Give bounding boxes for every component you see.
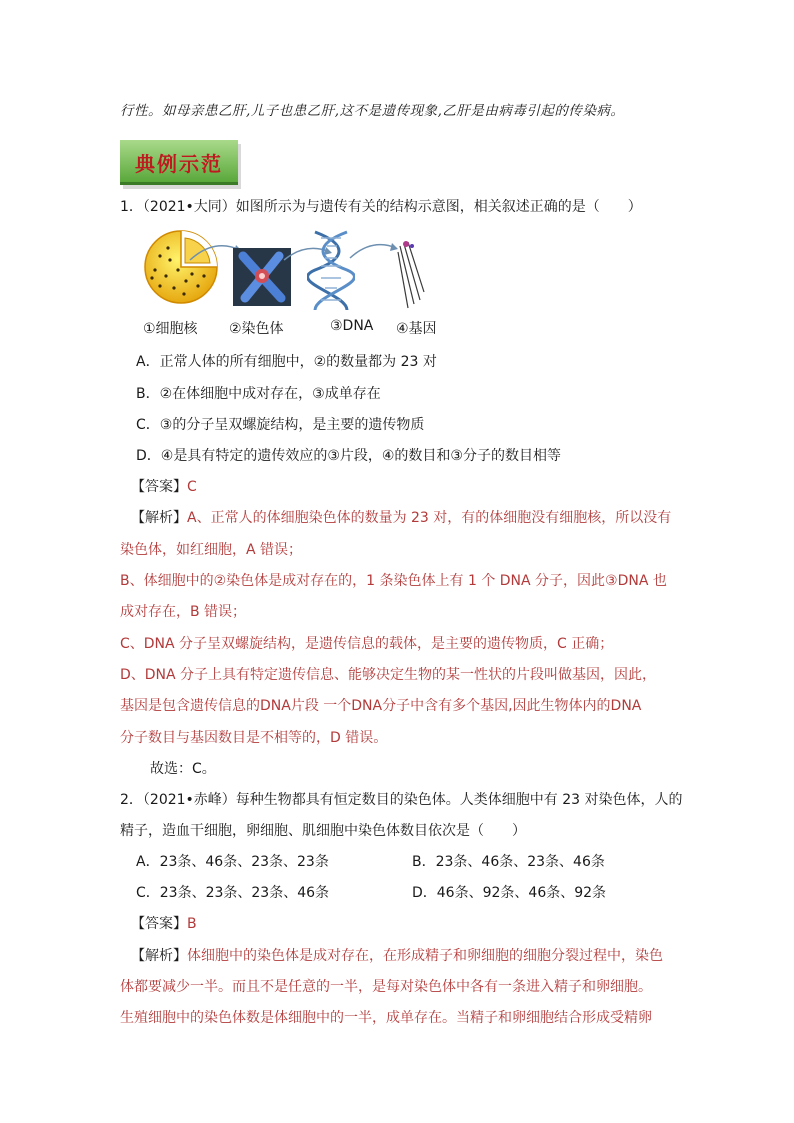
q1-option-a: A．正常人体的所有细胞中，②的数量都为 23 对: [136, 354, 437, 370]
q1-option-c: C．③的分子呈双螺旋结构，是主要的遗传物质: [136, 417, 425, 433]
q1-analysis-line: [131, 508, 671, 528]
analysis-text: 体细胞中的染色体是成对存在，在形成精子和卵细胞的细胞分裂过程中，染色: [187, 948, 663, 964]
answer-value: B: [187, 916, 197, 932]
q1-analysis-line: 分子数目与基因数目是不相等的，D 错误。: [120, 730, 388, 746]
q2-option-a: A．23条、46条、23条、23条: [136, 854, 329, 870]
q1-conclusion: 故选：C。: [150, 761, 216, 777]
caption-gene: ④基因: [396, 321, 437, 337]
q2-analysis-line: [131, 946, 663, 966]
q2-analysis-line: 体都要减少一半。而且不是任意的一半，是每对染色体中各有一条进入精子和卵细胞。: [120, 979, 652, 995]
caption-chromosome: ②染色体: [229, 321, 284, 337]
caption-dna: ③DNA: [330, 318, 374, 334]
section-banner: [120, 140, 238, 185]
intro-line: 行性。如母亲患乙肝,儿子也患乙肝,这不是遗传现象,乙肝是由病毒引起的传染病。: [120, 103, 625, 119]
q1-analysis-line: 成对存在，B 错误；: [120, 604, 247, 620]
q1-answer: [131, 477, 197, 497]
q1-analysis-line: C、DNA 分子呈双螺旋结构，是遗传信息的载体，是主要的遗传物质，C 正确；: [120, 636, 614, 652]
analysis-label: 【解析】: [131, 948, 187, 964]
caption-cell-nucleus: ①细胞核: [143, 321, 198, 337]
q2-option-b: B．23条、46条、23条、46条: [412, 854, 605, 870]
answer-label: 【答案】: [131, 916, 187, 932]
q2-option-c: C．23条、23条、23条、46条: [136, 885, 330, 901]
q1-analysis-line: 染色体，如红细胞，A 错误；: [120, 542, 303, 558]
q1-option-d: D．④是具有特定的遗传效应的③片段，④的数目和③分子的数目相等: [136, 448, 561, 464]
q2-stem-line: 精子，造血干细胞，卵细胞、肌细胞中染色体数目依次是（ ）: [120, 823, 526, 839]
section-banner-label: 典例示范: [135, 152, 223, 176]
gene-figure: [394, 238, 428, 310]
q2-stem-line: 2．（2021•赤峰）每种生物都具有恒定数目的染色体。人类体细胞中有 23 对染色体，人的: [120, 792, 683, 808]
answer-value: C: [187, 479, 197, 495]
answer-label: 【答案】: [131, 479, 187, 495]
q1-analysis-line: D、DNA 分子上具有特定遗传信息、能够决定生物的某一性状的片段叫做基因，因此，: [120, 667, 657, 683]
q2-option-d: D．46条、92条、46条、92条: [412, 885, 607, 901]
analysis-label: 【解析】: [131, 510, 187, 526]
q1-analysis-line: B、体细胞中的②染色体是成对存在的，1 条染色体上有 1 个 DNA 分子，因此③DNA 也: [120, 573, 667, 589]
q2-answer: [131, 914, 197, 934]
analysis-text: A、正常人的体细胞染色体的数量为 23 对，有的体细胞没有细胞核，所以没有: [187, 510, 672, 526]
q1-analysis-line: 基因是包含遗传信息的DNA片段 一个DNA分子中含有多个基因,因此生物体内的DNA: [120, 698, 642, 714]
q1-stem: 1．（2021•大同）如图所示为与遗传有关的结构示意图，相关叙述正确的是（ ）: [120, 199, 642, 215]
q2-analysis-line: 生殖细胞中的染色体数是体细胞中的一半，成单存在。当精子和卵细胞结合形成受精卵: [120, 1010, 652, 1026]
q1-option-b: B．②在体细胞中成对存在，③成单存在: [136, 386, 381, 402]
